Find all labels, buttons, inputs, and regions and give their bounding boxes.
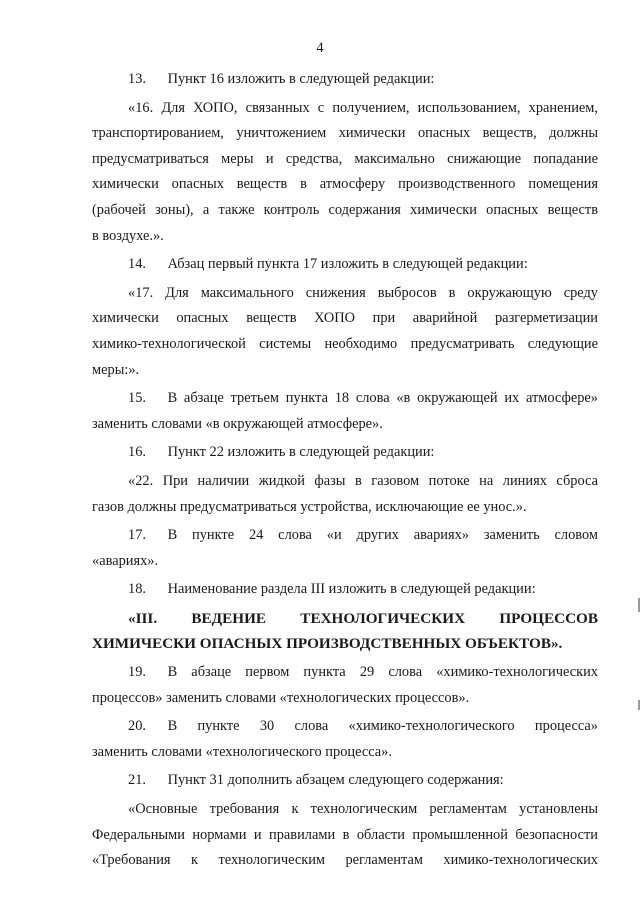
page-number: 4 <box>316 40 324 56</box>
text-line: заменить словами «в окружающей атмосфере». <box>92 415 383 432</box>
text-line: меры:». <box>92 361 140 378</box>
text-line: «Основные требования к технологическим регламентам установлены <box>128 801 598 818</box>
text-line: 15. В абзаце третьем пункта 18 слова «в окружающей их атмосфере» <box>128 390 598 407</box>
text-line: химико-технологической системы необходимо предусматривать следующие <box>92 335 598 352</box>
text-line: 13. Пункт 16 изложить в следующей редакции: <box>128 71 435 87</box>
text-line: 20. В пункте 30 слова «химико-технологического процесса» <box>128 718 598 735</box>
text-line: «III. ВЕДЕНИЕ ТЕХНОЛОГИЧЕСКИХ ПРОЦЕССОВ <box>128 609 598 627</box>
text-line: химически опасных веществ в атмосферу производственного помещения <box>92 176 598 193</box>
text-line: 16. Пункт 22 изложить в следующей редакции: <box>128 444 435 461</box>
text-line: «17. Для максимального снижения выбросов в окружающую среду <box>128 284 598 301</box>
document-body <box>92 67 598 874</box>
text-line: «22. При наличии жидкой фазы в газовом потоке на линиях сброса <box>128 472 598 489</box>
text-line: 17. В пункте 24 слова «и других авариях» заменить словом <box>128 527 598 544</box>
text-line: химически опасных веществ ХОПО при аварийной разгерметизации <box>92 310 598 327</box>
text-line: 21. Пункт 31 дополнить абзацем следующего содержания: <box>128 772 504 789</box>
text-line: (рабочей зоны), а также контроль содержания химически опасных веществ <box>92 201 598 218</box>
text-line: 19. В абзаце первом пункта 29 слова «химико-технологических <box>128 664 598 681</box>
text-line: «16. Для ХОПО, связанных с получением, использованием, хранением, <box>128 99 598 116</box>
text-line: транспортированием, уничтожением химически опасных веществ, должны <box>92 125 598 142</box>
text-line: «Требования к технологическим регламентам химико-технологических <box>92 852 598 869</box>
text-line: «авариях». <box>92 552 159 569</box>
text-line: Федеральными нормами и правилами в области промышленной безопасности <box>92 826 598 843</box>
text-line: ХИМИЧЕСКИ ОПАСНЫХ ПРОИЗВОДСТВЕННЫХ ОБЪЕКТОВ». <box>92 635 563 653</box>
text-line: в воздухе.». <box>92 227 164 244</box>
text-line: 18. Наименование раздела III изложить в следующей редакции: <box>128 581 536 598</box>
text-line: 14. Абзац первый пункта 17 изложить в следующей редакции: <box>128 256 528 273</box>
text-line: газов должны предусматриваться устройства, исключающие ее унос.». <box>92 498 527 515</box>
text-line: процессов» заменить словами «технологических процессов». <box>92 689 470 706</box>
text-line: заменить словами «технологического процесса». <box>92 743 392 760</box>
text-line: предусматриваться меры и средства, максимально снижающие попадание <box>92 150 598 167</box>
